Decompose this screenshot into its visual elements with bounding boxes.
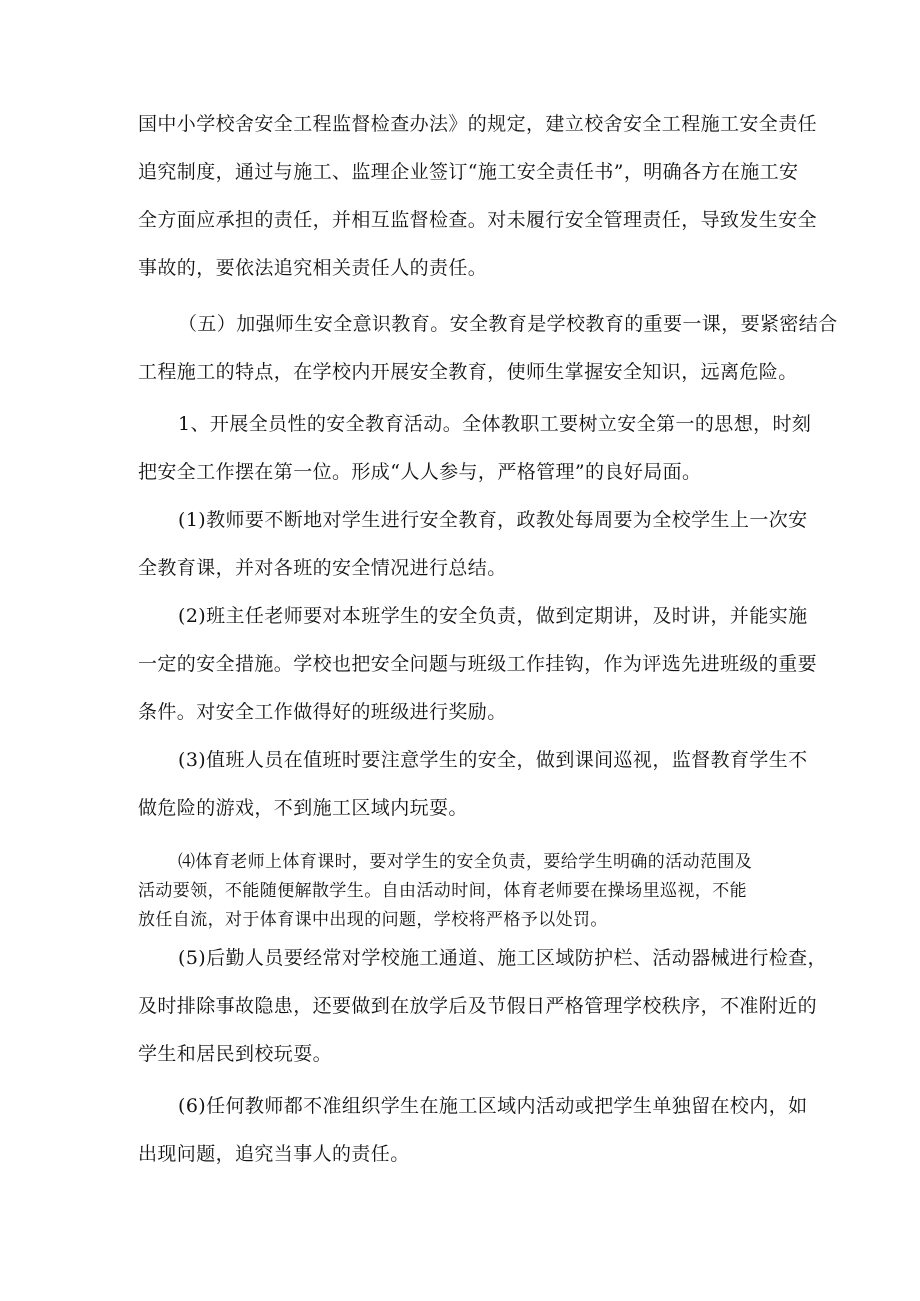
paragraph-accountability: [138, 100, 818, 292]
text-line: 追究制度，通过与施工、监理企业签订“施工安全责任书”，明确各方在施工安: [138, 161, 799, 183]
text-line: (2)班主任老师要对本班学生的安全负责，做到定期讲，及时讲，并能实施: [178, 605, 808, 627]
text-line: (5)后勤人员要经常对学校施工通道、施工区域防护栏、活动器械进行检查，: [178, 947, 827, 969]
text-line: ⑷体育老师上体育课时，要对学生的安全负责，要给学生明确的活动范围及: [178, 852, 753, 872]
paragraph-sub-5: [138, 934, 827, 1078]
text-line: 放任自流，对于体育课中出现的问题，学校将严格予以处罚。: [138, 910, 608, 930]
text-line: 国中小学校舍安全工程监督检查办法》的规定，建立校舍安全工程施工安全责任: [138, 113, 818, 135]
text-line: 出现问题，追究当事人的责任。: [138, 1143, 410, 1165]
text-line: (3)值班人员在值班时要注意学生的安全，做到课间巡视，监督教育学生不: [178, 749, 808, 771]
paragraph-section-five: [138, 300, 838, 396]
paragraph-sub-6: [138, 1082, 808, 1178]
text-line: 一定的安全措施。学校也把安全问题与班级工作挂钩，作为评选先进班级的重要: [138, 653, 818, 675]
paragraph-sub-3: [138, 736, 808, 832]
text-line: 学生和居民到校玩耍。: [138, 1043, 333, 1065]
paragraph-sub-1: [138, 496, 808, 592]
text-line: 全教育课，并对各班的安全情况进行总结。: [138, 557, 507, 579]
text-line: 把安全工作摆在第一位。形成“人人参与，严格管理”的良好局面。: [138, 461, 702, 483]
text-line: 工程施工的特点，在学校内开展安全教育，使师生掌握安全知识，远离危险。: [138, 361, 798, 383]
text-line: 做危险的游戏，不到施工区域内玩耍。: [138, 797, 468, 819]
paragraph-item-1: [138, 400, 812, 496]
text-line: 事故的，要依法追究相关责任人的责任。: [138, 257, 488, 279]
paragraph-sub-4: [138, 848, 788, 935]
text-line: 及时排除事故隐患，还要做到在放学后及节假日严格管理学校秩序，不准附近的: [138, 995, 818, 1017]
text-line: (6)任何教师都不准组织学生在施工区域内活动或把学生单独留在校内，如: [178, 1095, 808, 1117]
text-line: 条件。对安全工作做得好的班级进行奖励。: [138, 701, 507, 723]
text-line: 全方面应承担的责任，并相互监督检查。对未履行安全管理责任，导致发生安全: [138, 209, 818, 231]
text-line: 活动要领，不能随便解散学生。自由活动时间，体育老师要在操场里巡视，不能: [138, 881, 747, 901]
text-line: （五）加强师生安全意识教育。安全教育是学校教育的重要一课，要紧密结合: [178, 313, 838, 335]
text-line: 1、开展全员性的安全教育活动。全体教职工要树立安全第一的思想，时刻: [178, 413, 812, 435]
paragraph-sub-2: [138, 592, 818, 736]
text-line: (1)教师要不断地对学生进行安全教育，政教处每周要为全校学生上一次安: [178, 509, 808, 531]
